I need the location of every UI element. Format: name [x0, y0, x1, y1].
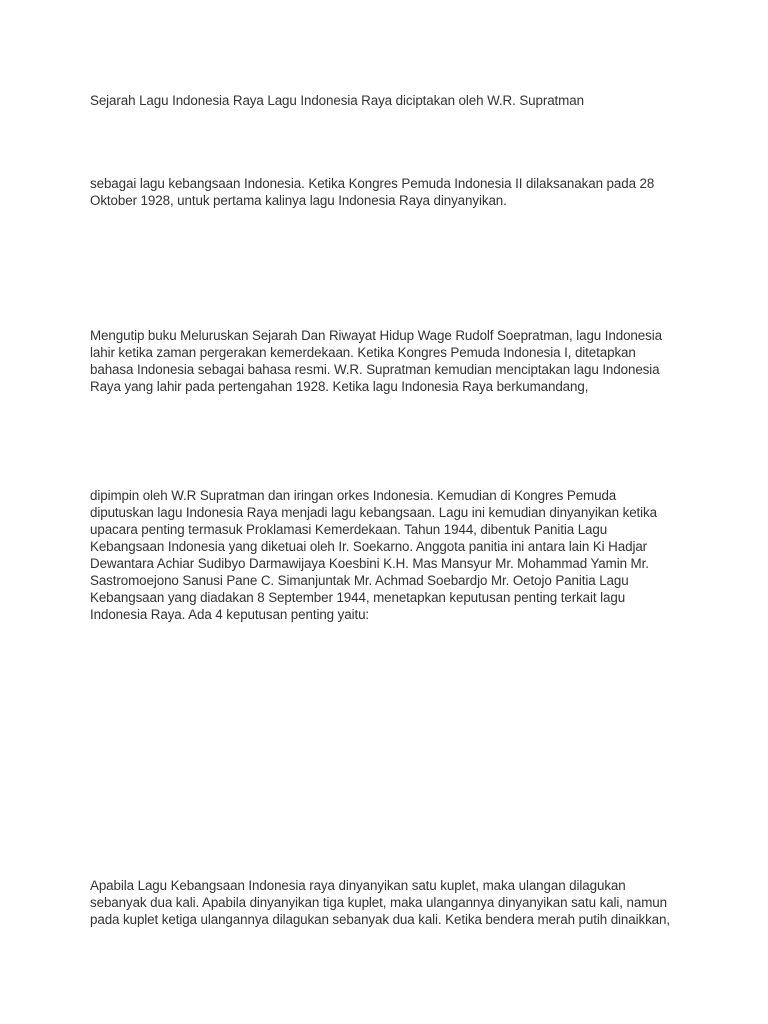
text-line: bahasa Indonesia sebagai bahasa resmi. W.R. Supratman kemudian menciptakan lagu Indonesia — [90, 362, 660, 377]
text-line: upacara penting termasuk Proklamasi Kemerdekaan. Tahun 1944, dibentuk Panitia Lagu — [90, 522, 608, 537]
text-line: Mengutip buku Meluruskan Sejarah Dan Riwayat Hidup Wage Rudolf Soepratman, lagu Indonesia — [90, 328, 662, 343]
text-line: Oktober 1928, untuk pertama kalinya lagu Indonesia Raya dinyanyikan. — [90, 193, 507, 208]
text-line: Sastromoejono Sanusi Pane C. Simanjuntak Mr. Achmad Soebardjo Mr. Oetojo Panitia Lagu — [90, 573, 629, 588]
text-line: Kebangsaan yang diadakan 8 September 1944, menetapkan keputusan penting terkait lagu — [90, 590, 626, 605]
text-line: Kebangsaan Indonesia yang diketuai oleh Ir. Soekarno. Anggota panitia ini antara lain Ki Hadjar — [90, 539, 648, 554]
text-line: sebagai lagu kebangsaan Indonesia. Ketika Kongres Pemuda Indonesia II dilaksanakan pada 28 — [90, 176, 655, 191]
text-line: lahir ketika zaman pergerakan kemerdekaan. Ketika Kongres Pemuda Indonesia I, ditetapkan — [90, 345, 636, 360]
paragraph-congress-1928 — [90, 175, 654, 209]
text-line: Dewantara Achiar Sudibyo Darmawijaya Koesbini K.H. Mas Mansyur Mr. Mohammad Yamin Mr. — [90, 556, 649, 571]
text-line: Indonesia Raya. Ada 4 keputusan penting yaitu: — [90, 607, 370, 622]
paragraph-committee — [90, 487, 657, 623]
paragraph-decisions — [90, 877, 670, 928]
text-line: pada kuplet ketiga ulangannya dilagukan sebanyak dua kali. Ketika bendera merah putih dinaikkan, — [90, 912, 671, 927]
text-line: Sejarah Lagu Indonesia Raya Lagu Indonesia Raya diciptakan oleh W.R. Supratman — [90, 93, 584, 108]
text-line: sebanyak dua kali. Apabila dinyanyikan tiga kuplet, maka ulangannya dinyanyikan satu kali, namun — [90, 895, 667, 910]
paragraph-book-quote — [90, 327, 662, 395]
text-line: Apabila Lagu Kebangsaan Indonesia raya dinyanyikan satu kuplet, maka ulangan dilagukan — [90, 878, 626, 893]
text-line: dipimpin oleh W.R Supratman dan iringan orkes Indonesia. Kemudian di Kongres Pemuda — [90, 488, 617, 503]
paragraph-title-intro — [90, 92, 584, 109]
text-line: diputuskan lagu Indonesia Raya menjadi lagu kebangsaan. Lagu ini kemudian dinyanyikan ketika — [90, 505, 657, 520]
text-line: Raya yang lahir pada pertengahan 1928. Ketika lagu Indonesia Raya berkumandang, — [90, 379, 589, 394]
